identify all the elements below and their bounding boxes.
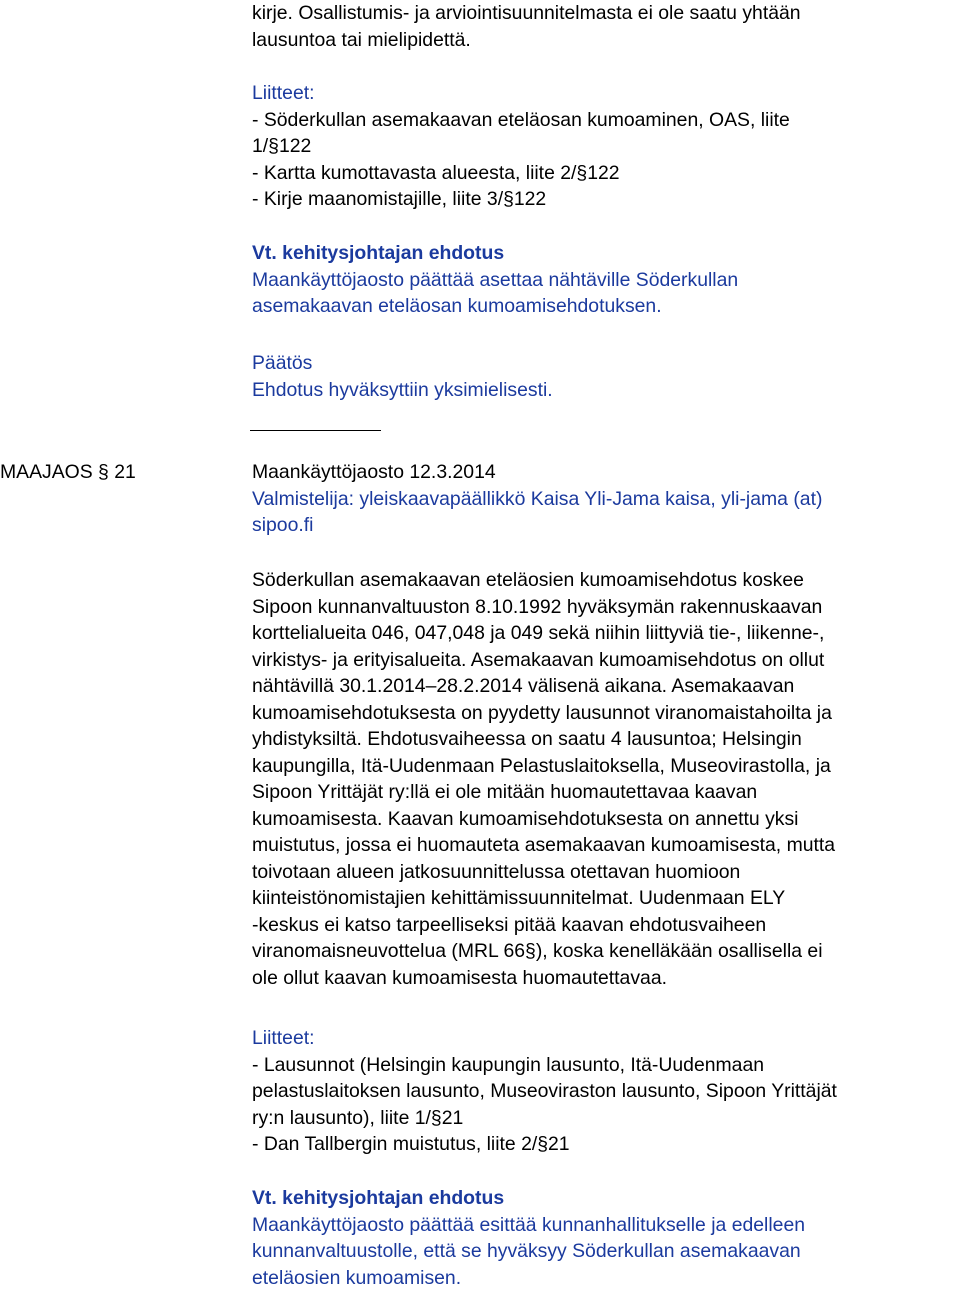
attachment-item: - Kirje maanomistajille, liite 3/§122	[252, 186, 960, 213]
attachment-item: ry:n lausunto), liite 1/§21	[252, 1105, 960, 1132]
preparer-line: sipoo.fi	[252, 512, 960, 539]
text-line: toivotaan alueen jatkosuunnittelussa otettavan huomioon	[252, 859, 960, 886]
attachments-list-2	[252, 1025, 960, 1158]
section-code: MAAJAOS § 21	[0, 459, 136, 486]
section-header	[252, 459, 960, 539]
attachments-heading: Liitteet:	[252, 1025, 960, 1052]
text-line: muistutus, jossa ei huomauteta asemakaavan kumoamisesta, mutta	[252, 832, 960, 859]
attachment-item: - Kartta kumottavasta alueesta, liite 2/§122	[252, 160, 960, 187]
text-line: kaupungilla, Itä-Uudenmaan Pelastuslaitoksella, Museovirastolla, ja	[252, 753, 960, 780]
decision-text: Ehdotus hyväksyttiin yksimielisesti.	[252, 377, 960, 404]
proposal-section-1	[252, 240, 960, 320]
text-line: kiinteistönomistajien kehittämissuunnitelmat. Uudenmaan ELY	[252, 885, 960, 912]
text-line: Söderkullan asemakaavan eteläosien kumoamisehdotus koskee	[252, 567, 960, 594]
attachment-item: - Söderkullan asemakaavan eteläosan kumoaminen, OAS, liite	[252, 107, 960, 134]
proposal-section-2	[252, 1185, 960, 1291]
intro-paragraph	[252, 0, 960, 53]
proposal-text-line: Maankäyttöjaosto päättää asettaa nähtäville Söderkullan	[252, 267, 960, 294]
text-line: yhdistyksiltä. Ehdotusvaiheessa on saatu 4 lausuntoa; Helsingin	[252, 726, 960, 753]
text-line: lausuntoa tai mielipidettä.	[252, 27, 960, 54]
proposal-heading: Vt. kehitysjohtajan ehdotus	[252, 1185, 960, 1212]
decision-heading: Päätös	[252, 350, 960, 377]
meeting-title: Maankäyttöjaosto 12.3.2014	[252, 459, 960, 486]
text-line: -keskus ei katso tarpeelliseksi pitää kaavan ehdotusvaiheen	[252, 912, 960, 939]
preparer-line: Valmistelija: yleiskaavapäällikkö Kaisa Yli-Jama kaisa, yli-jama (at)	[252, 486, 960, 513]
text-line: virkistys- ja erityisalueita. Asemakaavan kumoamisehdotus on ollut	[252, 647, 960, 674]
text-line: viranomaisneuvottelua (MRL 66§), koska kenelläkään osallisella ei	[252, 938, 960, 965]
proposal-text-line: Maankäyttöjaosto päättää esittää kunnanhallitukselle ja edelleen	[252, 1212, 960, 1239]
text-line: kumoamisesta. Kaavan kumoamisehdotuksesta on annettu yksi	[252, 806, 960, 833]
body-paragraph	[252, 567, 960, 991]
text-line: nähtävillä 30.1.2014–28.2.2014 välisenä aikana. Asemakaavan	[252, 673, 960, 700]
attachment-item: - Dan Tallbergin muistutus, liite 2/§21	[252, 1131, 960, 1158]
attachment-item: - Lausunnot (Helsingin kaupungin lausunto, Itä-Uudenmaan	[252, 1052, 960, 1079]
text-line: kumoamisehdotuksesta on pyydetty lausunnot viranomaistahoilta ja	[252, 700, 960, 727]
section-separator	[250, 430, 381, 431]
text-line: Sipoon Yrittäjät ry:llä ei ole mitään huomautettavaa kaavan	[252, 779, 960, 806]
proposal-text-line: asemakaavan eteläosan kumoamisehdotuksen.	[252, 293, 960, 320]
attachment-item: 1/§122	[252, 133, 960, 160]
text-line: korttelialueita 046, 047,048 ja 049 sekä niihin liittyviä tie-, liikenne-,	[252, 620, 960, 647]
text-line: ole ollut kaavan kumoamisesta huomautettavaa.	[252, 965, 960, 992]
text-line: Sipoon kunnanvaltuuston 8.10.1992 hyväksymän rakennuskaavan	[252, 594, 960, 621]
proposal-heading: Vt. kehitysjohtajan ehdotus	[252, 240, 960, 267]
attachment-item: pelastuslaitoksen lausunto, Museoviraston lausunto, Sipoon Yrittäjät	[252, 1078, 960, 1105]
attachments-heading: Liitteet:	[252, 80, 960, 107]
decision-section	[252, 350, 960, 403]
proposal-text-line: eteläosien kumoamisen.	[252, 1265, 960, 1291]
attachments-list-1	[252, 80, 960, 213]
text-line: kirje. Osallistumis- ja arviointisuunnitelmasta ei ole saatu yhtään	[252, 0, 960, 27]
proposal-text-line: kunnanvaltuustolle, että se hyväksyy Söderkullan asemakaavan	[252, 1238, 960, 1265]
